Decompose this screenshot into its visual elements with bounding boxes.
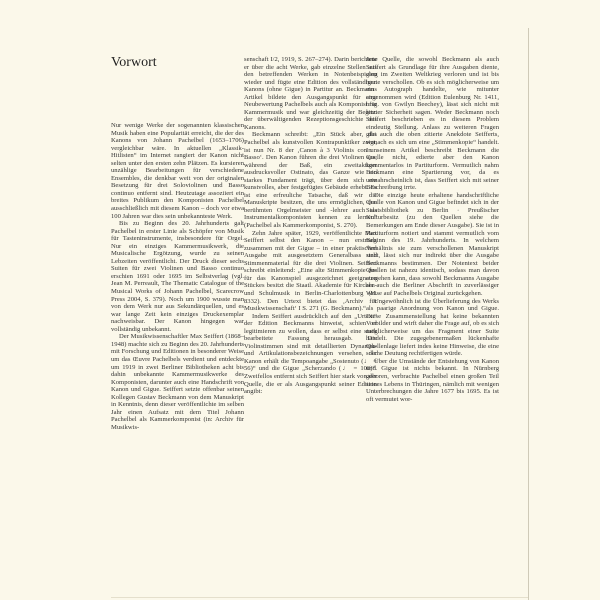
- section-heading: Vorwort: [111, 55, 157, 70]
- paragraph: Die einzige heute erhaltene handschriftliche Quelle von Kanon und Gigue befindet sich in der Staatsbibliothek zu Berlin · Preußischer Kulturbesitz (zu den Quellen siehe die Bemerkungen am Ende dieser Ausgabe). Sie ist in Partiturform notiert und stammt vermutlich vom Beginn des 19. Jahrhunderts. In welchem Verhältnis sie zum verschollenen Manuskript steht, lässt sich nur indirekt über die Ausgabe Beckmanns bestimmen. Der Notentext beider Quellen ist nahezu identisch, sodass man davon ausgehen kann, dass sowohl Beckmanns Ausgabe als auch die Berliner Abschrift in zuverlässiger Weise auf Pachelbels Original zurückgehen.: [366, 191, 499, 297]
- text-column-1: [111, 122, 244, 431]
- page-bottom-rule: [111, 597, 528, 598]
- paragraph: Jene Quelle, die sowohl Beckmann als auch Seiffert als Grundlage für ihre Ausgaben diente, ging im Zweiten Weltkrieg verloren und ist bis heute verschollen. Ob es sich möglicherweise um ein Autograph handelte, wie mitunter angenommen wird (Edition Eulenburg Nr. 1411, hrsg. von Gwilyn Beechey), lässt sich nicht mit letzter Sicherheit sagen. Weder Beckmann noch Seiffert beschrieben es in diesem Problem eindeutig Stellung. Anlass zu weiteren Fragen gibt auch die oben zitierte Anekdote Seifferts, wonach es sich um eine „Stimmenkopie“ handelt. In seinem Artikel beschreibt Beckmann die Quelle nicht, edierte aber den Kanon kommentarlos in Partiturform. Vermutlich nahm Beckmann eine Spartierung vor, da es unwahrscheinlich ist, dass Seiffert sich mit seiner Beschreibung irrte.: [366, 56, 499, 192]
- paragraph: Über die Umstände der Entstehung von Kanon und Gigue ist nichts bekannt. In Nürnberg geboren, verbrachte Pachelbel einen großen Teil seines Lebens in Thüringen, nämlich mit wenigen Unterbrechungen die Jahre 1677 bis 1695. Es ist oft vermutet wor-: [366, 357, 499, 403]
- paragraph: Der Musikwissenschaftler Max Seiffert (1868–1948) machte sich zu Beginn des 20. Jahrhunderts mit Forschung und Editionen in besonderer Weise um das Œuvre Pachelbels verdient und entdeckte um 1919 in zwei Berliner Bibliotheken acht bis dahin unbekannte Kammermusikwerke des Komponisten, darunter auch eine Handschrift von Kanon und Gigue. Seiffert setzte offenbar seinen Kollegen Gustav Beckmann von dem Manuskript in Kenntnis, denn dieser veröffentlichte im selben Jahr einen Aufsatz mit dem Titel Johann Pachelbel als Kammerkomponist (in: Archiv für Musikwis-: [111, 333, 244, 431]
- paragraph: Bis zu Beginn des 20. Jahrhunderts galt Pachelbel in erster Linie als Schöpfer von Musik für Tasteninstrumente, insbesondere für Orgel. Nur ein einziges Kammermusikwerk, die Musicalische Ergötzung, wurde zu seinen Lebzeiten veröffentlicht. Der Druck dieser sechs Suiten für zwei Violinen und Basso continuo erschien 1691 oder 1695 im Selbstverlag (vgl. Jean M. Perreault, The Thematic Catalogue of the Musical Works of Johann Pachelbel, Scarecrow Press 2004, S. 379). Noch um 1900 wusste man von dem Werk nur aus Sekundärquellen, und es war lange Zeit kein einziges Druckexemplar nachweisbar. Der Kanon hingegen war vollständig unbekannt.: [111, 220, 244, 333]
- paragraph: Ungewöhnlich ist die Überlieferung des Werks als paarige Anordnung von Kanon und Gigue. Diese Zusammenstellung hat keine bekannten Vorbilder und wirft daher die Frage auf, ob es sich möglicherweise um das Fragment einer Suite handelt. Die zugegebenermaßen lückenhafte Quellenlage liefert indes keine Hinweise, die eine solche Deutung rechtfertigen würde.: [366, 297, 499, 358]
- paragraph: Indem Seiffert ausdrücklich auf den „Urtext“ der Edition Beckmanns hinweist, schien er legitimieren zu wollen, dass er selbst eine stark bearbeitete Fassung herausgab. Die Violinstimmen sind mit detaillierten Dynamik- und Artikulationsbezeichnungen versehen, der Kanon erhält die Tempoangabe „Sostenuto (♩ = 56)“ und die Gigue „Scherzando (♩ = 100)“. Zweifellos entfernt sich Seiffert hier stark von der Quelle, die er als Ausgangspunkt seiner Edition angibt:: [244, 312, 377, 396]
- paragraph: senschaft I/2, 1919, S. 267–274). Darin berichtete er über die acht Werke, gab einzelne Stellen aus den betreffenden Werken in Notenbeispielen wieder und fügte eine Edition des vollständigen Kanons (ohne Gigue) in Partitur an. Beckmanns Artikel bildete den Ausgangspunkt für eine Neubewertung Pachelbels auch als Komponist für Kammermusik und war gleichzeitig der Beginn der überwältigenden Rezeptionsgeschichte des Kanons.: [244, 56, 377, 131]
- text-column-2: [244, 56, 377, 396]
- paragraph: Nur wenige Werke der sogenannten klassischen Musik haben eine Popularität erreicht, die der des Kanons von Johann Pachelbel (1653–1706) vergleichbar wäre. In aktuellen „Klassik-Hitlisten“ im Internet rangiert der Kanon nicht selten unter den ersten zehn Plätzen. Es kursieren unzählige Bearbeitungen für verschiedene Ensembles, die denkbar weit von der originalen Besetzung für drei Soloviolinen und Basso continuo entfernt sind. Heutzutage assoziiert ein breites Publikum den Komponisten Pachelbel ausschließlich mit diesem Kanon – doch vor etwa 100 Jahren war dies sein unbekannteste Werk.: [111, 122, 244, 220]
- paragraph: Zehn Jahre später, 1929, veröffentlichte Max Seiffert selbst den Kanon – nun erstmals zusammen mit der Gigue – in einer praktischen Ausgabe mit ausgesetztem Generalbass und Stimmenmaterial für die drei Violinen. Seiffert schreibt einleitend: „Eine alte Stimmenkopie des für das Kanonspiel ausgezeichnet geeigneten Stückes besitzt die Staatl. Akademie für Kirchen- und Schulmusik in Berlin-Charlottenburg (H. 8332). Den Urtext bietet das ‚Archiv für Musikwissenschaft‘ I S. 271 (G. Beckmann).“: [244, 229, 377, 313]
- page-edge-rule: [528, 28, 529, 600]
- text-column-3: [366, 56, 499, 403]
- paragraph: Beckmann schreibt: „Ein Stück aber, das Pachelbel als kunstvollen Kontrapunktiker zeigt, ist nun Nr. 8 der ‚Canon à 3 Violinis con un Basso‘. Den Kanon führen die drei Violinen aus, während der Baß, ein zweitaktiger ausdrucksvoller Ostinato, das Ganze wie ein starkes Fundament trägt, über dem sich ein kunstvolles, aber festgefügtes Gebäude erhebt. Es ist eine erfreuliche Tatsache, daß wir die Manuskripte besitzen, die uns ermöglichen, den berühmten Orgelmeister und -lehrer auch als Instrumentalkomponisten kennen zu lernen“ (Pachelbel als Kammerkomponist, S. 270).: [244, 131, 377, 230]
